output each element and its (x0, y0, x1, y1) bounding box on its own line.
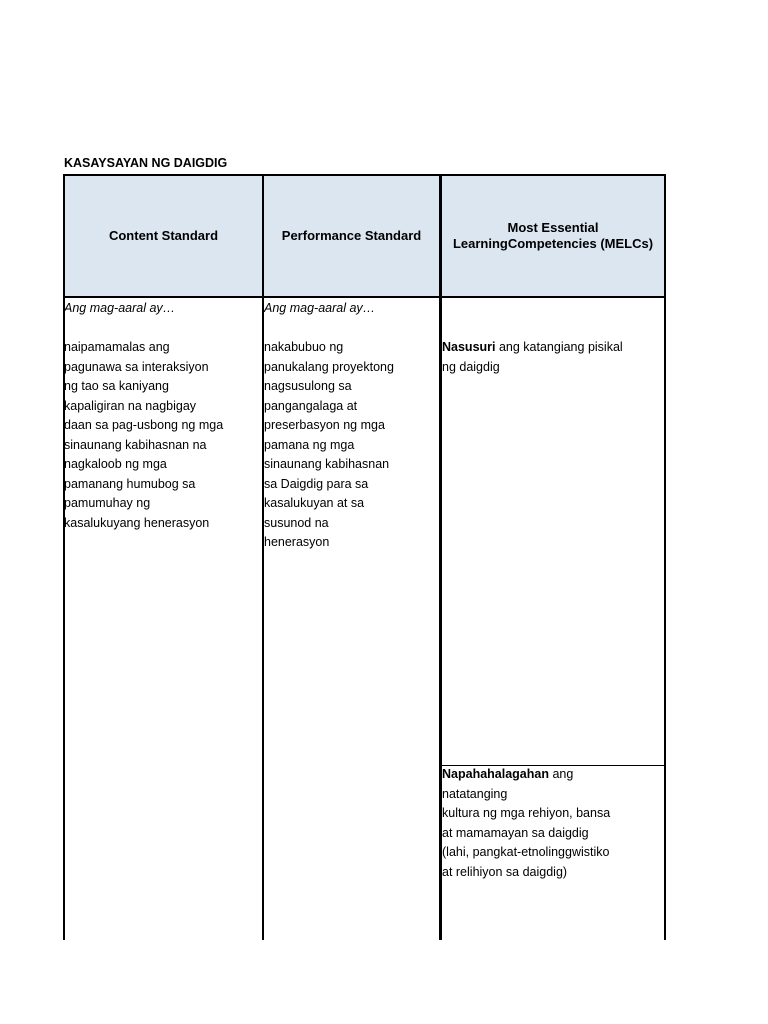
melc-item-1-text: ang katangiang pisikal ng daigdig (442, 340, 623, 374)
header-melcs-label: Most Essential LearningCompetencies (MELCs) (452, 220, 654, 251)
melc-item-1 (442, 338, 662, 377)
content-standard-body: naipamamalas ang pagunawa sa interaksiyon ng tao sa kaniyang kapaligiran na nagbigay daan sa pag-usbong ng mga sinaunang kabihasnan na nagkaloob ng mga pamanang humubog sa pamumuhay ng kasalukuyang henerasyon (64, 340, 224, 530)
header-melcs (442, 176, 664, 296)
header-performance-standard-label: Performance Standard (281, 228, 422, 243)
melc-item-2-text: ang natatanging kultura ng mga rehiyon, bansa at mamamayan sa daigdig (lahi, pangkat-etnolinggwistiko at relihiyon sa daigdig) (442, 767, 611, 879)
table-header-bottom-border (63, 296, 666, 298)
table-right-border (664, 174, 666, 940)
melc-item-2-verb: Napahahalagahan (442, 767, 549, 781)
document-title: KASAYSAYAN NG DAIGDIG (64, 156, 228, 170)
content-standard-intro: Ang mag-aaral ay… (64, 301, 176, 315)
performance-standard-body: nakabubuo ng panukalang proyektong nagsusulong sa pangangalaga at preserbasyon ng mga pamana ng mga sinaunang kabihasnan sa Daigdig para sa kasalukuyan at sa susunod na henerasyon (264, 340, 394, 549)
header-performance-standard (264, 176, 439, 296)
header-content-standard-label: Content Standard (108, 228, 219, 243)
header-content-standard (65, 176, 262, 296)
melc-item-1-verb: Nasusuri (442, 340, 496, 354)
melc-item-2 (442, 765, 662, 882)
performance-standard-intro: Ang mag-aaral ay… (264, 301, 376, 315)
